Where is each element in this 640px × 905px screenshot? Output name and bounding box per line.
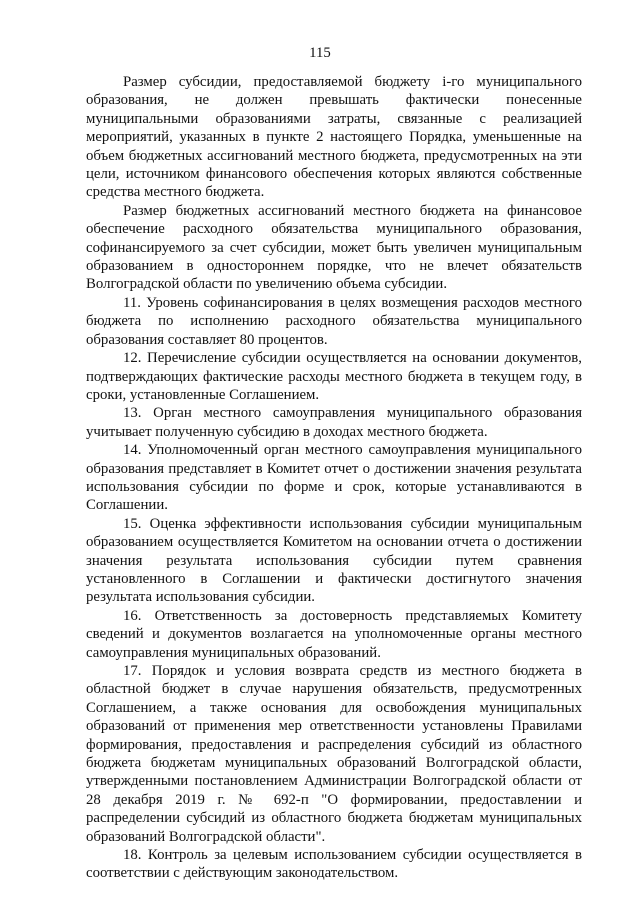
paragraph-item-11: 11. Уровень софинансирования в целях возмещения расходов местного бюджета по исполнению расходного обязательства муниципального образования составляет 80 процентов.: [86, 294, 582, 348]
paragraph-item-15: 15. Оценка эффективности использования субсидии муниципальным образованием осуществляется Комитетом на основании отчета о достижении значения результата использования субсидии путем сравнения установленного в Соглашении и фактически достигнутого значения результата использования субсидии.: [86, 515, 582, 606]
paragraph-item-13: 13. Орган местного самоуправления муниципального образования учитывает полученную субсидию в доходах местного бюджета.: [86, 405, 582, 440]
paragraph-item-17: 17. Порядок и условия возврата средств из местного бюджета в областной бюджет в случае нарушения обязательств, предусмотренных Соглашением, а также основания для освобождения муниципальных образований от применения мер ответственности установлены Правилами формирования, предоставления и распределения субсидий из областного бюджета бюджетам муниципальных образований Волгоградской области, утвержденными постановлением Администрации Волгоградской области от 28 декабря 2019 г. № 692-п "О формировании, предоставлении и распределении субсидий из областного бюджета бюджетам муниципальных образований Волгоградской области".: [86, 663, 582, 845]
paragraph-subsidy-size: Размер субсидии, предоставляемой бюджету i-го муниципального образования, не должен превышать фактически понесенные муниципальными образованиями затраты, связанные с реализацией мероприятий, указанных в пункте 2 настоящего Порядка, уменьшенные на объем бюджетных ассигнований местного бюджета, предусмотренных на эти цели, источником финансового обеспечения которых являются собственные средства местного бюджета.: [86, 74, 582, 201]
paragraph-item-18: 18. Контроль за целевым использованием субсидии осуществляется в соответствии с действующим законодательством.: [86, 847, 582, 882]
document-body: [86, 73, 582, 883]
paragraph-item-14: 14. Уполномоченный орган местного самоуправления муниципального образования представляет в Комитет отчет о достижении значения результата использования субсидии по форме и срок, которые устанавливаются в Соглашении.: [86, 442, 582, 514]
paragraph-item-12: 12. Перечисление субсидии осуществляется на основании документов, подтверждающих фактические расходы местного бюджета в текущем году, в сроки, установленные Соглашением.: [86, 350, 582, 403]
paragraph-item-16: 16. Ответственность за достоверность представляемых Комитету сведений и документов возлагается на уполномоченные органы местного самоуправления муниципальных образований.: [86, 607, 582, 661]
paragraph-budget-allocations: Размер бюджетных ассигнований местного бюджета на финансовое обеспечение расходного обязательства муниципального образования, софинансируемого за счет субсидии, может быть увеличен муниципальным образованием в одностороннем порядке, что не влечет обязательств Волгоградской области по увеличению объема субсидии.: [86, 202, 582, 293]
page-number: 115: [309, 45, 331, 61]
